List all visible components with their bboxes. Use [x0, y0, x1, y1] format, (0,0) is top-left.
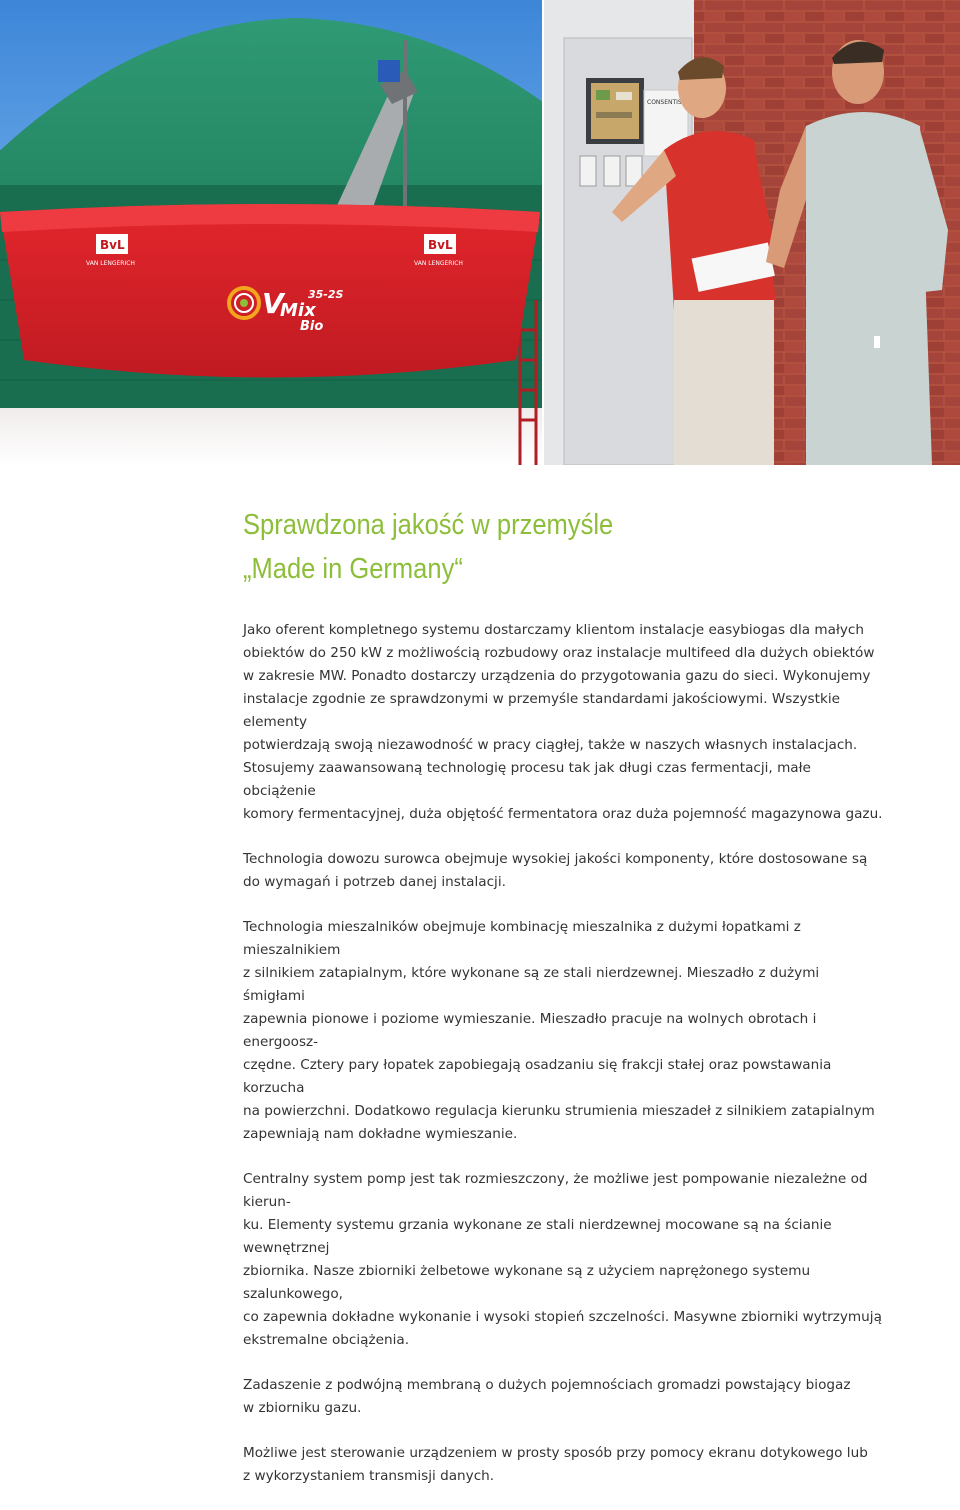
paragraph-line: obiektów do 250 kW z możliwością rozbudowy oraz instalacje multifeed dla dużych obiektów: [243, 645, 875, 661]
body-paragraph: [243, 1442, 883, 1488]
paragraph-line: Możliwe jest sterowanie urządzeniem w prosty sposób przy pomocy ekranu dotykowego lub: [243, 1445, 868, 1461]
article-title-line-1: Sprawdzona jakość w przemyśle: [243, 509, 614, 541]
paragraph-line: w zakresie MW. Ponadto dostarczy urządzenia do przygotowania gazu do sieci. Wykonujemy: [243, 668, 871, 684]
logo-model-number: 35-2S: [308, 288, 344, 301]
paragraph-line: ku. Elementy systemu grzania wykonane ze stali nierdzewnej mocowane są na ścianie wewnętrznej: [243, 1217, 832, 1256]
logo-letter-v: V: [262, 287, 284, 320]
brand-label-right: BvL: [428, 238, 453, 252]
header-photos: [0, 0, 960, 465]
brand-sub-right: VAN LENGERICH: [414, 260, 463, 267]
ground: [0, 408, 542, 465]
photo-mixer-tank: [0, 0, 542, 465]
mixer-tank-illustration: [0, 0, 542, 465]
paragraph-line: na powierzchni. Dodatkowo regulacja kierunku strumienia mieszadeł z silnikiem zatapialnym: [243, 1103, 875, 1119]
control-modules: [580, 156, 642, 186]
paragraph-line: instalacje zgodnie ze sprawdzonymi w przemyśle standardami jakościowymi. Wszystkie elementy: [243, 691, 840, 730]
article-body: [243, 619, 883, 1488]
photo-control-cabinet: [544, 0, 960, 465]
body-paragraph: [243, 1168, 883, 1352]
sign-label: CONSENTIS: [647, 99, 682, 106]
paragraph-line: ekstremalne obciążenia.: [243, 1332, 410, 1348]
paragraph-line: z silnikiem zatapialnym, które wykonane są ze stali nierdzewnej. Mieszadło z dużymi śmigłami: [243, 965, 820, 1004]
body-paragraph: [243, 1374, 883, 1420]
trousers-beige: [674, 300, 774, 465]
body-paragraph: [243, 916, 883, 1146]
paragraph-line: z wykorzystaniem transmisji danych.: [243, 1468, 495, 1484]
paragraph-line: komory fermentacyjnej, duża objętość fermentatora oraz duża pojemność magazynowa gazu.: [243, 806, 883, 822]
article-title-line-2: „Made in Germany“: [243, 553, 463, 585]
body-paragraph: [243, 848, 883, 894]
paragraph-line: Stosujemy zaawansowaną technologię procesu tak jak długi czas fermentacji, małe obciążenie: [243, 760, 811, 799]
paragraph-line: zapewniają nam dokładne wymieszanie.: [243, 1126, 518, 1142]
paragraph-line: Jako oferent kompletnego systemu dostarczamy klientom instalacje easybiogas dla małych: [243, 622, 864, 638]
brand-label-left: BvL: [100, 238, 125, 252]
brand-sub-left: VAN LENGERICH: [86, 260, 135, 267]
logo-text-bio: Bio: [300, 319, 324, 334]
control-cabinet-illustration: [544, 0, 960, 465]
paragraph-line: w zbiorniku gazu.: [243, 1400, 362, 1416]
paragraph-line: do wymagań i potrzeb danej instalacji.: [243, 874, 506, 890]
paragraph-line: zapewnia pionowe i poziome wymieszanie. Mieszadło pracuje na wolnych obrotach i energoosz-: [243, 1011, 817, 1050]
paragraph-line: Technologia mieszalników obejmuje kombinację mieszalnika z dużymi łopatkami z mieszalnikiem: [243, 919, 801, 958]
paragraph-line: czędne. Cztery pary łopatek zapobiegają osadzaniu się frakcji stałej oraz powstawania korzucha: [243, 1057, 832, 1096]
paragraph-line: Centralny system pomp jest tak rozmieszczony, że możliwe jest pompowanie niezależne od kierun-: [243, 1171, 868, 1210]
paragraph-line: Technologia dowozu surowca obejmuje wysokiej jakości komponenty, które dostosowane są: [243, 851, 868, 867]
paragraph-line: zbiornika. Nasze zbiorniki żelbetowe wykonane są z użyciem naprężonego systemu szalunkowego,: [243, 1263, 811, 1302]
article: [243, 503, 883, 1510]
paragraph-line: potwierdzają swoją niezawodność w pracy ciągłej, także w naszych własnych instalacjach.: [243, 737, 858, 753]
paragraph-line: Zadaszenie z podwójną membraną o dużych pojemnościach gromadzi powstający biogaz: [243, 1377, 851, 1393]
body-paragraph: [243, 619, 883, 826]
paragraph-line: co zapewnia dokładne wykonanie i wysoki stopień szczelności. Masywne zbiorniki wytrzymują: [243, 1309, 882, 1325]
logo-text-mix: Mix: [280, 300, 316, 321]
